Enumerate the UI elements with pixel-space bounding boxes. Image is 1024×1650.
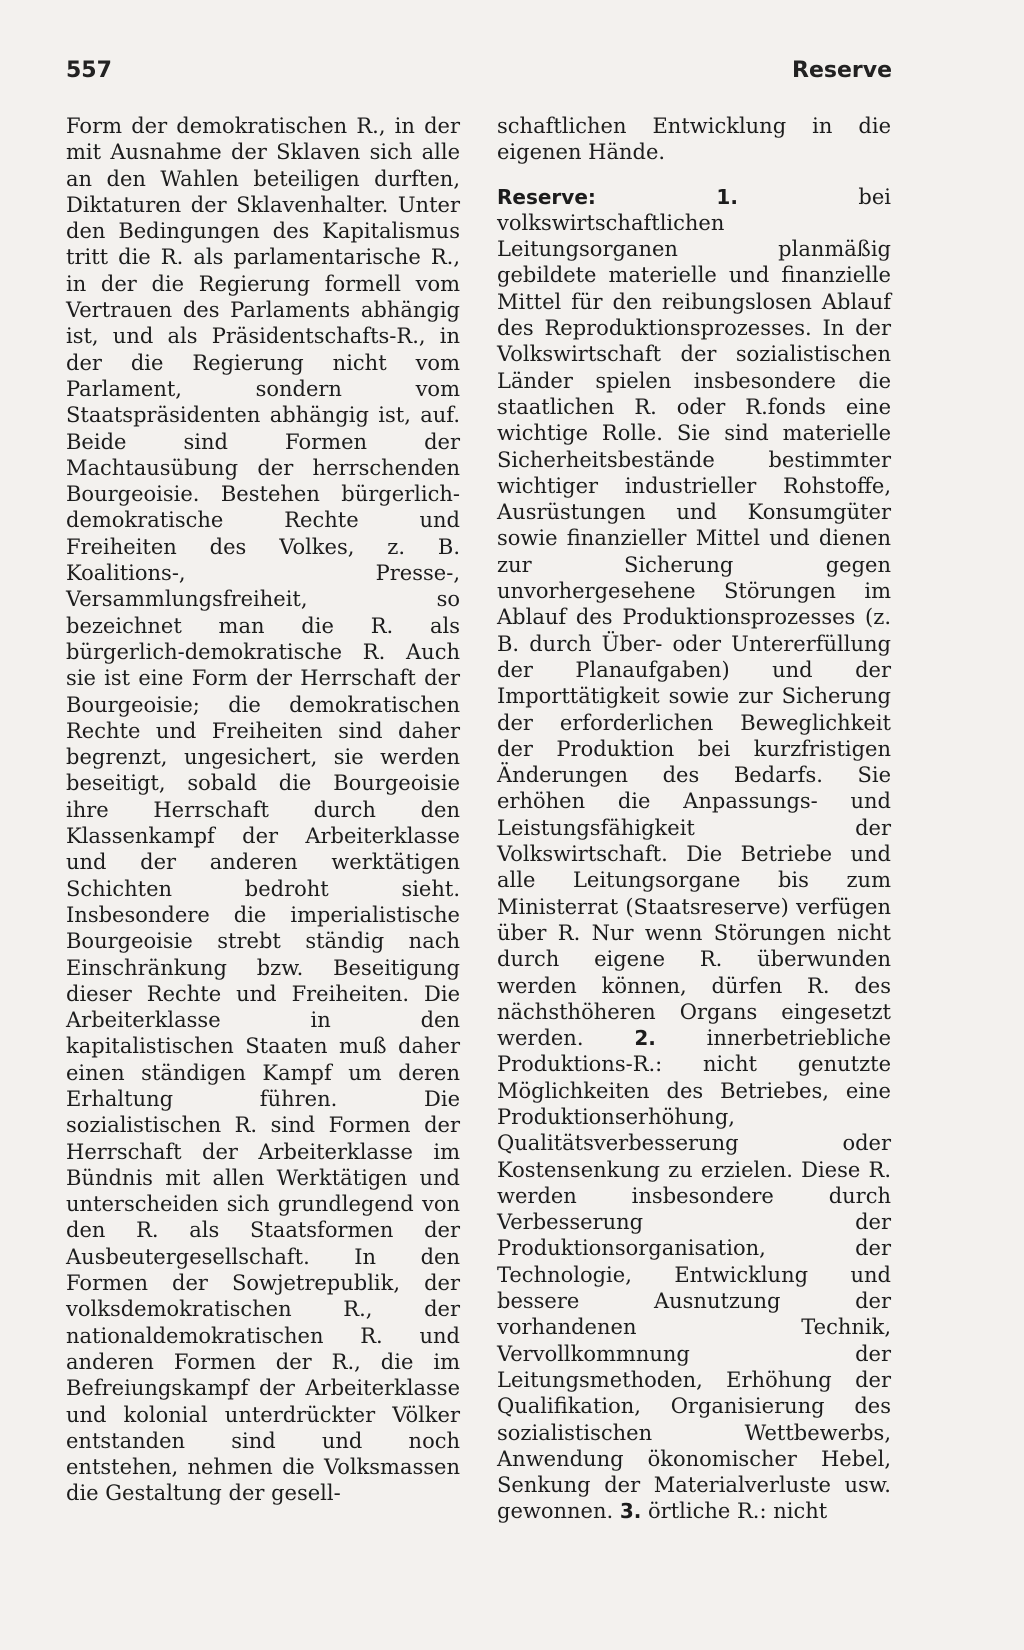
- left-column: [66, 113, 460, 1507]
- entry-headword: Reserve:: [497, 184, 596, 209]
- left-column-text: Form der demokratischen R., in der mit Ausnahme der Sklaven sich alle an den Wahlen beteiligen durften, Diktaturen der Sklavenhalter. Unter den Bedingungen des Kapitalismus tritt die R. als parlamentarische R., in der die Regierung formell vom Vertrauen des Parlaments abhängig ist, und als Präsidentschafts-R., in der die Regierung nicht vom Parlament, sondern vom Staatspräsidenten abhängig ist, auf. Beide sind Formen der Machtausübung der herrschenden Bourgeoisie. Bestehen bürgerlich-demokratische Rechte und Freiheiten des Volkes, z. B. Koalitions-, Presse-, Versammlungsfreiheit, so bezeichnet man die R. als bürgerlich-demokratische R. Auch sie ist eine Form der Herrschaft der Bourgeoisie; die demokratischen Rechte und Freiheiten sind daher begrenzt, ungesichert, sie werden beseitigt, sobald die Bourgeoisie ihre Herrschaft durch den Klassenkampf der Arbeiterklasse und der anderen werktätigen Schichten bedroht sieht. Insbesondere die imperialistische Bourgeoisie strebt ständig nach Einschränkung bzw. Beseitigung dieser Rechte und Freiheiten. Die Arbeiterklasse in den kapitalistischen Staaten muß daher einen ständigen Kampf um deren Erhaltung führen. Die sozialistischen R. sind Formen der Herrschaft der Arbeiterklasse im Bündnis mit allen Werktätigen und unterscheiden sich grundlegend von den R. als Staatsformen der Ausbeutergesellschaft. In den Formen der Sowjetrepublik, der volksdemokratischen R., der nationaldemokratischen R. und anderen Formen der R., die im Befreiungskampf der Arbeiterklasse und kolonial unterdrückter Völker entstanden sind und noch entstehen, nehmen die Volksmassen die Gestaltung der gesell-: [66, 114, 460, 1506]
- sense-text-2: innerbetriebliche Produktions-R.: nicht genutzte Möglichkeiten des Betriebes, eine Produktionserhöhung, Qualitätsverbesserung oder Kostensenkung zu erzielen. Diese R. werden insbesondere durch Verbesserung der Produktionsorganisation, der Technologie, Entwicklung und bessere Ausnutzung der vorhandenen Technik, Vervollkommnung der Leitungsmethoden, Erhöhung der Qualifikation, Organisierung des sozialistischen Wettbewerbs, Anwendung ökonomischer Hebel, Senkung der Materialverluste usw. gewonnen.: [497, 1026, 891, 1524]
- right-column: [497, 113, 891, 1525]
- sense-text-3: örtliche R.: nicht: [641, 1499, 828, 1524]
- continuation-text: schaftlichen Entwicklung in die eigenen Hände.: [497, 114, 891, 165]
- dictionary-entry-reserve: [497, 184, 891, 1525]
- sense-number-3: 3.: [619, 1499, 642, 1524]
- page-number: 557: [66, 58, 112, 83]
- running-head: Reserve: [792, 58, 892, 83]
- sense-number-1: 1.: [716, 184, 738, 209]
- sense-number-2: 2.: [634, 1026, 656, 1051]
- sense-text-1: bei volkswirtschaftlichen Leitungsorganen planmäßig gebildete materielle und finanzielle Mittel für den reibungslosen Ablauf des Reproduktionsprozesses. In der Volkswirtschaft der sozialistischen Länder spielen insbesondere die staatlichen R. oder R.fonds eine wichtige Rolle. Sie sind materielle Sicherheitsbestände bestimmter wichtiger industrieller Rohstoffe, Ausrüstungen und Konsumgüter sowie finanzieller Mittel und dienen zur Sicherung gegen unvorhergesehene Störungen im Ablauf des Produktionsprozesses (z. B. durch Über- oder Untererfüllung der Planaufgaben) und der Importtätigkeit sowie zur Sicherung der erforderlichen Beweglichkeit der Produktion bei kurzfristigen Änderungen des Bedarfs. Sie erhöhen die Anpassungs- und Leistungsfähigkeit der Volkswirtschaft. Die Betriebe und alle Leitungsorgane bis zum Ministerrat (Staatsreserve) verfügen über R. Nur wenn Störungen nicht durch eigene R. überwunden werden können, dürfen R. des nächsthöheren Organs eingesetzt werden.: [497, 184, 891, 1051]
